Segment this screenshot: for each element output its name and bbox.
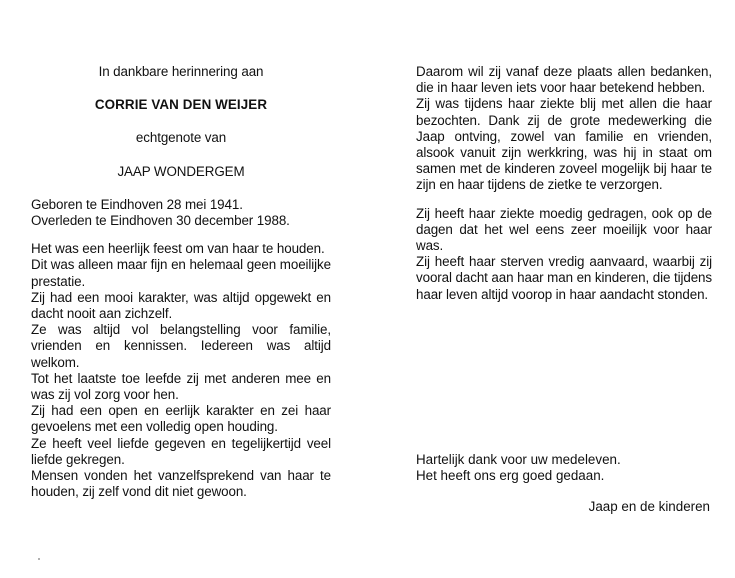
paragraph: Mensen vonden het vanzelfsprekend van haar te houden, zij zelf vond dit niet gewoon. xyxy=(31,468,331,500)
speck xyxy=(38,558,40,560)
birth-line: Geboren te Eindhoven 28 mei 1941. xyxy=(31,196,243,212)
left-column xyxy=(31,64,331,500)
thanks-line: Hartelijk dank voor uw medeleven. xyxy=(416,452,621,467)
paragraph: Zij heeft haar ziekte moedig gedragen, ook op de dagen dat het wel eens zeer moeilijk voor haar was. xyxy=(416,205,712,254)
paragraph: Zij heeft haar sterven vredig aanvaard, waarbij zij vooral dacht aan haar man en kinderen, die tijdens haar leven altijd voorop in haar aandacht stonden. xyxy=(416,254,712,302)
paragraph: Zij had een open en eerlijk karakter en zei haar gevoelens met een volledig open houding. xyxy=(31,403,331,435)
spouse-name: JAAP WONDERGEM xyxy=(117,163,245,179)
right-column xyxy=(416,64,712,303)
paragraph: Zij had een mooi karakter, was altijd opgewekt en dacht nooit aan zichzelf. xyxy=(31,289,331,322)
paragraph: Het was een heerlijk feest om van haar te houden. xyxy=(31,241,325,257)
paragraph: Daarom wil zij vanaf deze plaats allen bedanken, die in haar leven iets voor haar betekend hebben. xyxy=(416,64,712,96)
intro-text: In dankbare herinnering aan xyxy=(98,64,264,79)
deceased-name: CORRIE VAN DEN WEIJER xyxy=(94,97,268,113)
paragraph: Zij was tijdens haar ziekte blij met allen die haar bezochten. Dank zij de grote medewerking die Jaap ontving, zowel van familie en vrienden, alsook vanuit zijn werkkring, was hij in staat om samen met de kinderen zoveel mogelijk bij haar te zijn en haar tijdens de zietke te verzorgen. xyxy=(416,96,712,193)
paragraph: Tot het laatste toe leefde zij met anderen mee en was zij vol zorg voor hen. xyxy=(31,370,331,403)
spouse-label: echtgenote van xyxy=(135,130,227,146)
paragraph: Ze heeft veel liefde gegeven en tegelijkertijd veel liefde gekregen. xyxy=(31,435,331,467)
paragraph: Dit was alleen maar fijn en helemaal geen moeilijke prestatie. xyxy=(31,257,331,289)
paragraph: Ze was altijd vol belangstelling voor familie, vrienden en kennissen. Iedereen was altijd welkom. xyxy=(31,322,331,370)
thanks-block xyxy=(416,452,712,484)
death-line: Overleden te Eindhoven 30 december 1988. xyxy=(31,213,290,229)
thanks-line: Het heeft ons erg goed gedaan. xyxy=(416,468,605,484)
signoff: Jaap en de kinderen xyxy=(588,499,710,514)
